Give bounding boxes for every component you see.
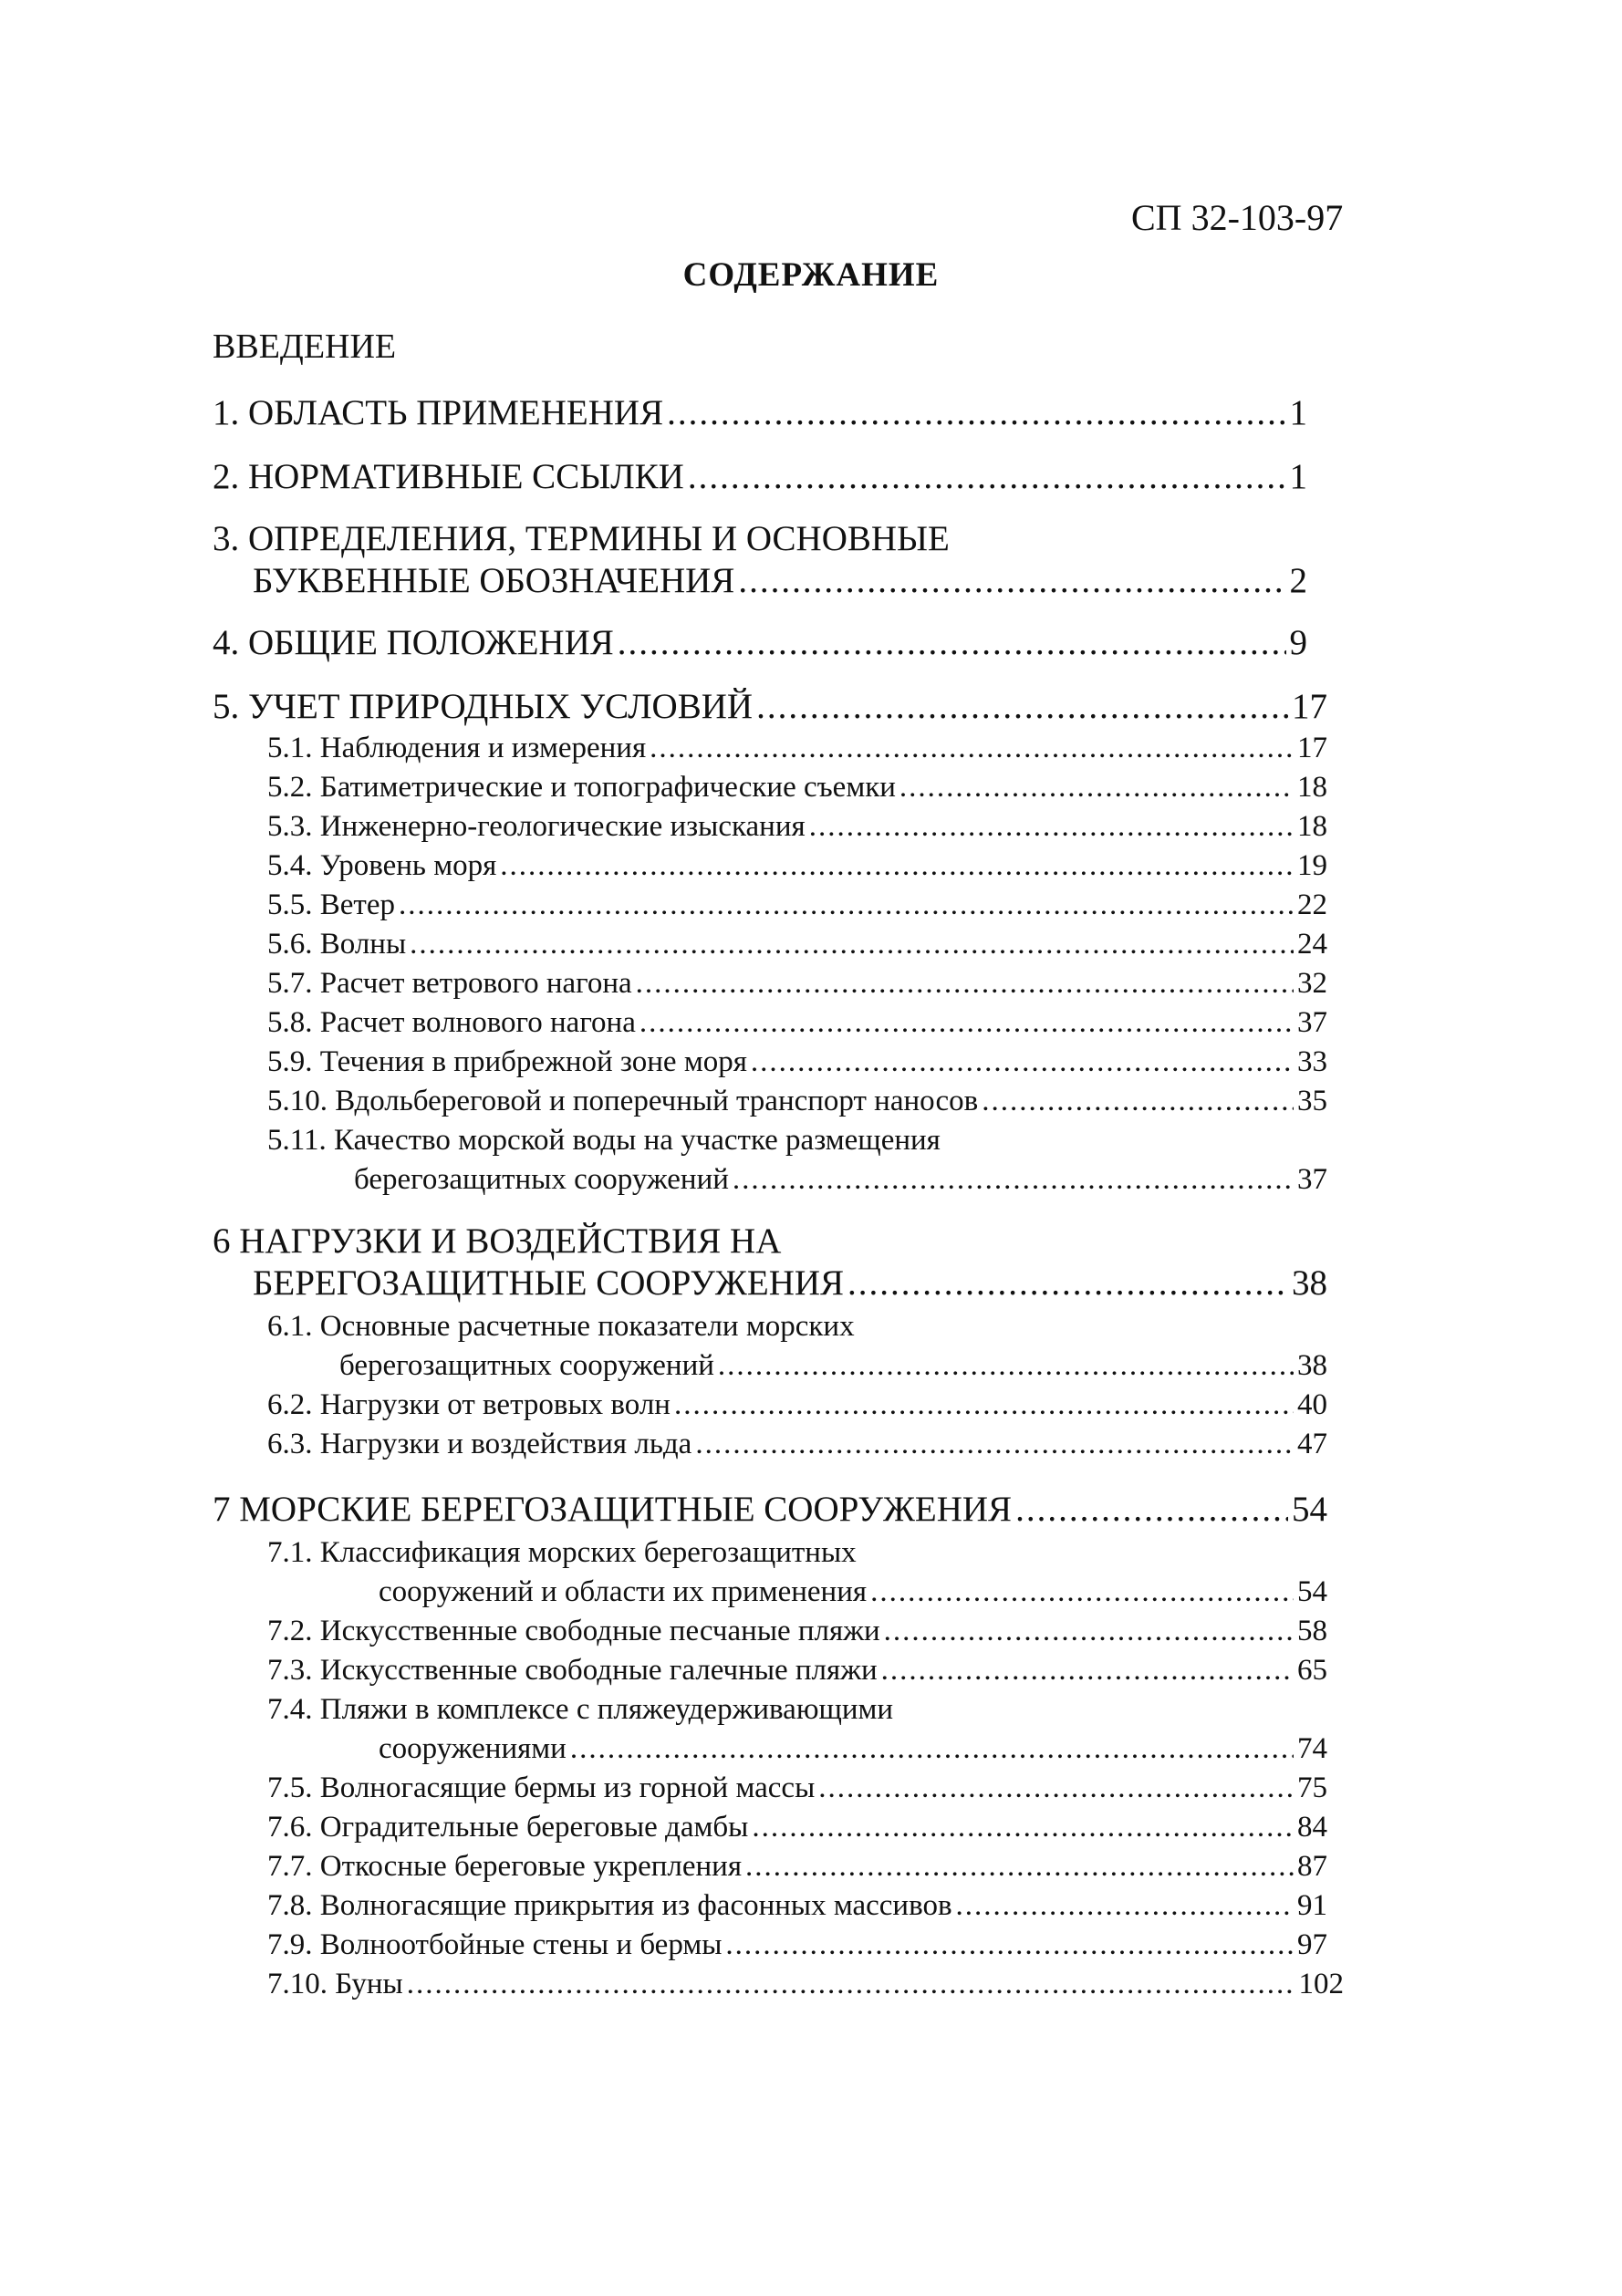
toc-subentry [267, 771, 1327, 805]
leader-dots [982, 1085, 1294, 1118]
toc-subentry-7-4-line1: 7.4. Пляжи в комплексе с пляжеудерживающими [267, 1693, 894, 1726]
toc-entry-label: берегозащитных сооружений [354, 1163, 729, 1196]
toc-entry-page: 37 [1297, 1006, 1327, 1039]
toc-subentry [267, 1811, 1327, 1844]
toc-entry-label: 5.9. Течения в прибрежной зоне моря [267, 1045, 747, 1078]
toc-entry-label: 7.7. Откосные береговые укрепления [267, 1850, 743, 1883]
toc-entry-page: 1 [1289, 393, 1307, 432]
toc-subentry-6-1-line1: 6.1. Основные расчетные показатели морских [267, 1310, 855, 1343]
toc-entry-page: 9 [1289, 623, 1307, 662]
toc-subentry [267, 1428, 1327, 1461]
toc-entry-label: 7 МОРСКИЕ БЕРЕГОЗАЩИТНЫЕ СООРУЖЕНИЯ [213, 1490, 1013, 1529]
leader-dots [650, 732, 1294, 765]
toc-entry-6-line1: 6 НАГРУЗКИ И ВОЗДЕЙСТВИЯ НА [213, 1221, 782, 1261]
toc-entry-label: 5.4. Уровень моря [267, 849, 497, 882]
toc-entry-label: БУКВЕННЫЕ ОБОЗНАЧЕНИЯ [253, 561, 735, 600]
toc-entry-page: 74 [1297, 1732, 1327, 1765]
toc-entry-label: 2. НОРМАТИВНЫЕ ССЫЛКИ [213, 457, 684, 496]
leader-dots [899, 771, 1294, 805]
toc-entry-label: 1. ОБЛАСТЬ ПРИМЕНЕНИЯ [213, 393, 664, 432]
leader-dots [884, 1615, 1294, 1648]
toc-subentry [267, 928, 1327, 961]
toc-entry-label: 5.6. Волны [267, 928, 407, 961]
toc-entry-page: 1 [1289, 457, 1307, 496]
toc-subentry [267, 1006, 1327, 1040]
toc-entry-3 [253, 560, 1307, 601]
toc-entry-label: 7.2. Искусственные свободные песчаные пляжи [267, 1615, 880, 1647]
toc-subentry-7-1 [379, 1575, 1327, 1609]
toc-subentry-5-11 [354, 1163, 1327, 1197]
toc-subentry [267, 849, 1327, 883]
toc-entry-label: 7.5. Волногасящие бермы из горной массы [267, 1771, 816, 1804]
toc-subentry [267, 967, 1327, 1001]
toc-entry-label: БЕРЕГОЗАЩИТНЫЕ СООРУЖЕНИЯ [253, 1263, 845, 1303]
toc-entry-label: 6.2. Нагрузки от ветровых волн [267, 1388, 671, 1421]
toc-entry-page: 32 [1297, 967, 1327, 1000]
toc-entry-4 [213, 622, 1307, 663]
toc-entry-label: 5.1. Наблюдения и измерения [267, 732, 647, 764]
leader-dots [818, 1771, 1294, 1805]
page-title: СОДЕРЖАНИЕ [682, 256, 940, 294]
toc-entry-page: 75 [1297, 1771, 1327, 1804]
leader-dots [870, 1575, 1294, 1609]
leader-dots [752, 1811, 1294, 1844]
toc-entry-page: 37 [1297, 1163, 1327, 1196]
toc-entry-page: 47 [1297, 1428, 1327, 1460]
toc-entry-page: 87 [1297, 1850, 1327, 1883]
toc-subentry-6-1 [339, 1349, 1327, 1383]
toc-subentry [267, 1085, 1327, 1118]
toc-subentry [267, 1654, 1327, 1688]
toc-entry-label: 5.5. Ветер [267, 888, 395, 921]
toc-entry-label: 4. ОБЩИЕ ПОЛОЖЕНИЯ [213, 623, 614, 662]
toc-subentry [267, 1850, 1327, 1884]
leader-dots [956, 1889, 1294, 1923]
toc-subentry [267, 1771, 1327, 1805]
leader-dots [639, 1006, 1294, 1040]
toc-entry-page: 65 [1297, 1654, 1327, 1687]
toc-entry-label: сооружений и области их применения [379, 1575, 868, 1608]
toc-subentry [267, 1968, 1344, 2001]
toc-entry-7 [213, 1489, 1327, 1530]
toc-entry-label: 6.3. Нагрузки и воздействия льда [267, 1428, 692, 1460]
toc-entry-page: 102 [1298, 1968, 1344, 2000]
leader-dots [695, 1428, 1294, 1461]
toc-subentry-7-4 [379, 1732, 1327, 1766]
toc-entry-page: 18 [1297, 810, 1327, 843]
toc-entry-label: 5.2. Батиметрические и топографические съемки [267, 771, 896, 804]
toc-entry-5 [213, 686, 1327, 727]
toc-subentry [267, 1615, 1327, 1648]
toc-entry-page: 2 [1289, 561, 1307, 600]
toc-subentry-5-11-line1: 5.11. Качество морской воды на участке размещения [267, 1124, 941, 1157]
leader-dots [745, 1850, 1294, 1884]
toc-subentry [267, 1928, 1327, 1962]
toc-subentry-7-1-line1: 7.1. Классификация морских берегозащитных [267, 1536, 857, 1569]
leader-dots [881, 1654, 1294, 1688]
toc-entry-label: 7.9. Волноотбойные стены и бермы [267, 1928, 723, 1961]
toc-entry-label: 7.10. Буны [267, 1968, 403, 2000]
leader-dots [407, 1968, 1295, 2001]
leader-dots [688, 456, 1286, 497]
toc-entry-label: 5.8. Расчет волнового нагона [267, 1006, 636, 1039]
toc-entry-label: берегозащитных сооружений [339, 1349, 714, 1382]
toc-entry-page: 18 [1297, 771, 1327, 804]
toc-entry-label: 7.8. Волногасящие прикрытия из фасонных массивов [267, 1889, 952, 1922]
toc-entry-page: 35 [1297, 1085, 1327, 1117]
leader-dots [500, 849, 1294, 883]
toc-entry-page: 17 [1297, 732, 1327, 764]
leader-dots [1015, 1489, 1288, 1530]
toc-entry-1 [213, 392, 1307, 433]
toc-entry-page: 84 [1297, 1811, 1327, 1844]
toc-entry-label: 5.3. Инженерно-геологические изыскания [267, 810, 806, 843]
toc-entry-2 [213, 456, 1307, 497]
toc-entry-label: 5.7. Расчет ветрового нагона [267, 967, 632, 1000]
toc-entry-label: 7.3. Искусственные свободные галечные пляжи [267, 1654, 878, 1687]
toc-entry-page: 38 [1297, 1349, 1327, 1382]
toc-entry-label: 7.6. Оградительные береговые дамбы [267, 1811, 749, 1844]
leader-dots [751, 1045, 1294, 1079]
toc-subentry [267, 732, 1327, 765]
leader-dots [667, 392, 1285, 433]
leader-dots [399, 888, 1294, 922]
toc-entry-page: 54 [1292, 1490, 1327, 1529]
toc-entry-page: 91 [1297, 1889, 1327, 1922]
leader-dots [809, 810, 1294, 844]
toc-subentry [267, 1388, 1327, 1422]
toc-entry-6 [253, 1262, 1327, 1304]
toc-entry-label: 5. УЧЕТ ПРИРОДНЫХ УСЛОВИЙ [213, 687, 754, 726]
toc-entry-page: 22 [1297, 888, 1327, 921]
toc-entry-label: 5.10. Вдольбереговой и поперечный транспорт наносов [267, 1085, 979, 1117]
toc-entry-page: 19 [1297, 849, 1327, 882]
toc-subentry [267, 888, 1327, 922]
leader-dots [756, 686, 1288, 727]
toc-entry-page: 24 [1297, 928, 1327, 961]
toc-subentry [267, 1045, 1327, 1079]
leader-dots [636, 967, 1294, 1001]
leader-dots [738, 560, 1285, 601]
toc-entry-page: 33 [1297, 1045, 1327, 1078]
toc-entry-page: 38 [1292, 1263, 1327, 1303]
toc-entry-label: сооружениями [379, 1732, 567, 1765]
document-code: СП 32-103-97 [1131, 197, 1344, 238]
leader-dots [718, 1349, 1294, 1383]
toc-intro: ВВЕДЕНИЕ [213, 327, 397, 366]
leader-dots [618, 622, 1286, 663]
leader-dots [674, 1388, 1294, 1422]
leader-dots [733, 1163, 1294, 1197]
leader-dots [410, 928, 1294, 961]
toc-entry-page: 97 [1297, 1928, 1327, 1961]
toc-entry-page: 17 [1292, 687, 1327, 726]
leader-dots [725, 1928, 1294, 1962]
toc-entry-page: 58 [1297, 1615, 1327, 1647]
toc-entry-page: 40 [1297, 1388, 1327, 1421]
toc-entry-3-line1: 3. ОПРЕДЕЛЕНИЯ, ТЕРМИНЫ И ОСНОВНЫЕ [213, 519, 950, 558]
toc-entry-page: 54 [1297, 1575, 1327, 1608]
toc-subentry [267, 1889, 1327, 1923]
toc-subentry [267, 810, 1327, 844]
leader-dots [847, 1262, 1288, 1304]
leader-dots [570, 1732, 1294, 1766]
